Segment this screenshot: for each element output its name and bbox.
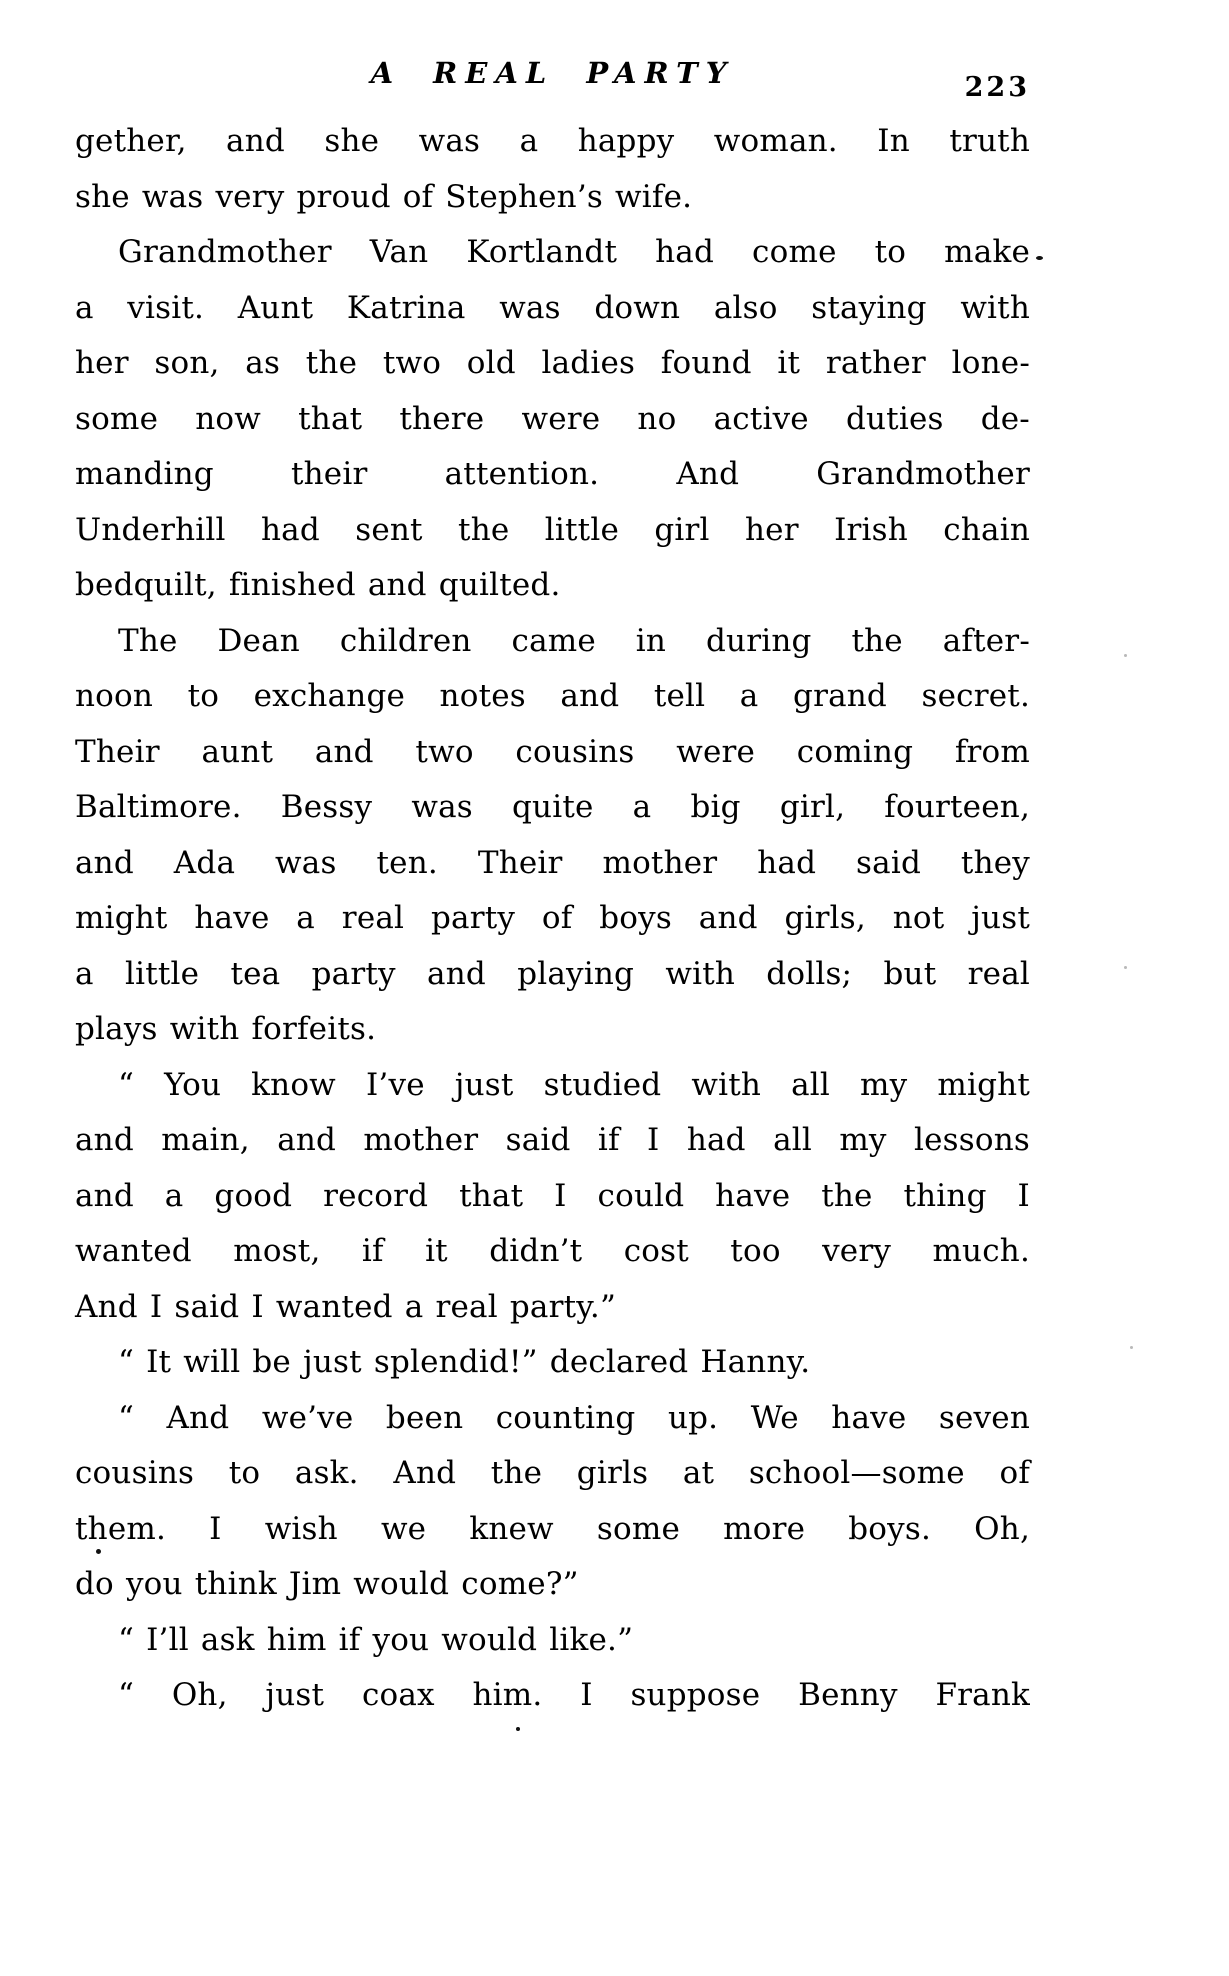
text-line: Their aunt and two cousins were coming from — [75, 733, 1030, 770]
text-line: gether, and she was a happy woman. In truth — [75, 123, 1030, 159]
text-line: The Dean children came in during the after- — [118, 622, 1030, 659]
scan-speck — [1036, 256, 1043, 260]
text-line: might have a real party of boys and girls, not just — [75, 900, 1030, 936]
text-line: Baltimore. Bessy was quite a big girl, fourteen, — [75, 789, 1030, 825]
page-body — [75, 114, 1030, 1724]
scan-speck — [1130, 1346, 1133, 1349]
text-line: “ And we’ve been counting up. We have seven — [118, 1399, 1030, 1436]
chapter-title: A REAL PARTY — [370, 56, 735, 90]
text-line: bedquilt, finished and quilted. — [75, 567, 561, 603]
text-line: And I said I wanted a real party.” — [75, 1288, 616, 1325]
text-line: a visit. Aunt Katrina was down also staying with — [75, 289, 1030, 326]
text-line: noon to exchange notes and tell a grand secret. — [75, 678, 1030, 714]
text-line: wanted most, if it didn’t cost too very much. — [75, 1233, 1030, 1269]
text-line: manding their attention. And Grandmother — [75, 456, 1030, 492]
scan-speck — [1124, 654, 1127, 657]
text-line: cousins to ask. And the girls at school—some of — [75, 1455, 1030, 1491]
text-line: some now that there were no active duties de- — [75, 400, 1030, 437]
page-number: 223 — [964, 72, 1030, 103]
text-line: “ Oh, just coax him. I suppose Benny Frank — [118, 1677, 1030, 1713]
text-line: her son, as the two old ladies found it rather lone- — [75, 345, 1030, 381]
text-line: plays with forfeits. — [75, 1011, 377, 1047]
text-line: “ You know I’ve just studied with all my might — [118, 1066, 1030, 1103]
text-line: and a good record that I could have the thing I — [75, 1177, 1030, 1214]
scan-speck — [516, 1727, 520, 1731]
scan-speck — [1124, 966, 1127, 969]
text-line: and main, and mother said if I had all my lessons — [75, 1122, 1030, 1158]
text-line: Grandmother Van Kortlandt had come to make — [118, 234, 1030, 270]
text-line: a little tea party and playing with dolls; but real — [75, 955, 1030, 992]
running-head — [75, 48, 1030, 112]
scan-speck — [96, 1549, 101, 1554]
text-line: Underhill had sent the little girl her Irish chain — [75, 511, 1030, 548]
text-line: she was very proud of Stephen’s wife. — [75, 178, 693, 215]
text-line: them. I wish we knew some more boys. Oh, — [75, 1510, 1030, 1547]
text-line: “ I’ll ask him if you would like.” — [118, 1621, 634, 1658]
text-line: “ It will be just splendid!” declared Hanny. — [118, 1344, 811, 1380]
text-line: do you think Jim would come?” — [75, 1566, 579, 1602]
text-line: and Ada was ten. Their mother had said they — [75, 844, 1030, 881]
